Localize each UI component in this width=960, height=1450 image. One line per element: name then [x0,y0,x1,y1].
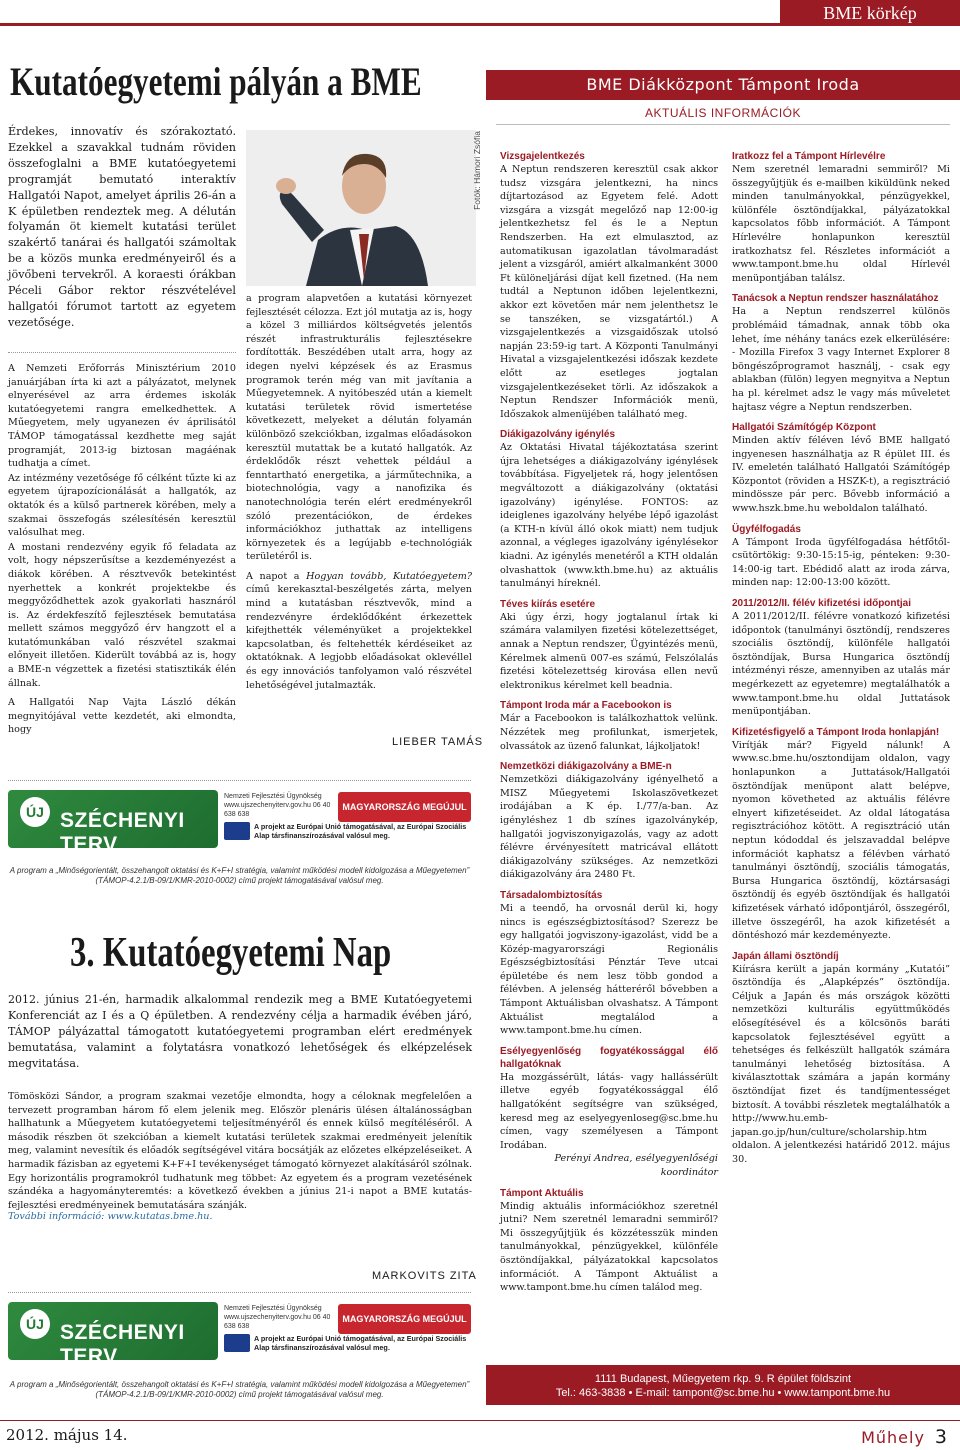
eu-flag-icon [224,822,250,840]
contact-footer: 1111 Budapest, Műegyetem rkp. 9. R épület földszint Tel.: 463-3838 • E-mail: tampont@sc.bme.hu • www.tampont.bme.hu [486,1365,960,1405]
eu-flag-icon [224,1334,250,1352]
page-header [0,0,960,30]
issue-date: 2012. május 14. [6,1426,128,1444]
info-panel-title: BME Diákközpont Támpont Iroda [486,70,960,100]
info-text: Virítják már? Figyeld nálunk! A www.sc.bme.hu/osztondijam oldalon, vagy honlapunkon a Juttatások/Hallgatói ösztöndíjak menüpont alatt belépve, nyomon követheted az aktuális félévre elnyert kifizetéseidet. Az oldal látogatása regisztrációhoz kötött. A regisztráció után neptun kódoddal és jelszavaddal belépve információt kaphatsz a félévben várható tanulmányi ösztöndíj, szociális támogatás, Bursa Hungarica ösztöndíj, köztársasági ösztöndíj és egyéb ösztöndíjak és hallgatói kifizetések várható időpontjáról, összegéről, illetve összegéről, ha azok kifizetését a döntéshozó már kezdeményezte. [732,739,950,942]
info-heading: Nemzetközi diákigazolvány a BME-n [500,761,672,773]
info-heading: Ügyfélfogadás [732,523,801,535]
article-body-col2: a program alapvetően a kutatási környezet fejlesztését célozza. Ezt jól mutatja az is, hogy a közel 3 milliárdos költségvetés jelentős részét infrastrukturális fejlesztésekre fordították. Beszédében utalt arra, hogy az idegen nyelvi képzések és az Erasmus programok terén még van mit javítania a Műegyetemnek. A nyitóbeszéd után a kiemelt kutatási területek rövid ismertetése következett, melyeket a délután folyamán különböző szekciókban, izgalmas előadásokon keresztül mutattak be a kutató hallgatók. Az érdeklődők részt vehettek például a fenntartható energetika, a járműtechnika, a biotechnológia, vagy a nanofizika és nanotechnológia terén elért eredményekről szóló prezentációkon, de érdekes információkhoz juthattak az intelligens környezetek és a legújabb e-technológiák területéről is. A napot a Hogyan tovább, Kutatóegyetem? című kerekasztal-beszélgetés zárta, melyen mind a kutatásban résztvevők, mind a rendezvényre érdeklődőként érkezettek kifejthették véleményüket a projektekkel kapcsolatban, és feltehették kérdéseiket az oktatóknak. A legjobb előadásokat oklevéllel és egy innovációs tanfolyamon való részvétel lehetőségével jutalmazták. [246,293,473,691]
info-heading: Támpont Iroda már a Facebookon is [500,700,672,712]
info-text: Aki úgy érzi, hogy jogtalanul írtak ki számára valamilyen fizetési kötelezettséget, annak a Neptun rendszer, Ügyintézés menü, Kérelmek almenü 007-es számú, Felszólalás fizetési kötelezettség kirovása ellen nevű elektronikus kérelmet kell beadnia. [500,611,718,691]
info-heading: Hallgatói Számítógép Központ [732,422,876,434]
info-heading: Téves kiírás esetére [500,598,596,610]
info-text: A Neptun rendszeren keresztül csak akkor tudsz vizsgára jelentkezni, ha nincs díjtartozásod az Egyetem felé. Adott vizsgára a vizsgát megelőző nap 12:00-ig jelentkezhetsz fel és le a Neptun Rendszerben. Ha ezt elmulasztod, az automatikusan igazolatlan távolmaradást jelent a vizsgáról, amiért alkalmanként 3000 Ft különeljárási díjat kell fizetned. (Ha nem tudtál a Neptunon időben lejelentkezni, akkor ezt követően már nem jelenthetsz le se tanszéken, se vizsgatártól.) A vizsgajelentkezés a vizsgaidőszak utolsó napján 23:59-ig tart. A Központi Tanulmányi Hivatal a vizsgajelentkezési időszak kezdete előtt az esetleges jogtalan vizsgajelentkezéseket törli. Az időszakok a Neptun Rendszer Információk menü, Időszakok almenüjében található meg. [500,164,718,420]
info-column-1 [500,150,718,1360]
info-text: Már a Facebookon is találkozhattok velünk. Nézzétek meg profilunkat, ismerjetek, olvassátok az üzenő falunkat, lájkoljatok! [500,713,718,752]
article-title: Kutatóegyetemi pályán a BME [10,59,422,104]
hungary-flag-icon: MAGYARORSZÁG MEGÚJUL [338,792,471,822]
szechenyi-logo: ÚJ SZÉCHENYI TERV [8,1302,218,1360]
article2-body: Tömösközi Sándor, a program szakmai vezetője elmondta, hogy a céloknak megfelelően a tervezett programban három fő elem jelenik meg. Először plenáris ülésen általánosságban hallhatunk a Műegyetem kutatóegyetemi teljesítményéről és ennek külső megítéléséről. A második részben öt szekcióban a kiemelt kutatási területek szakmai eredményeit jelenítik meg, valamint nevesítik és előadók segítségével vitára bocsátják az előzetes elképzeléseiket. A harmadik fázisban az egyetemi K+F+I tevékenységet támogató környezet alakításáról szólnak. Egy horizontális programokról tudhatunk meg többet: Az egyetem és a program vezetésének szándéka a hagyományteremtés: a következő években a június 21-i napot a BME kutatás-fejlesztési eredményeinek bemutatására szánják. [8,1091,472,1211]
info-column-2 [732,150,950,1360]
szechenyi-logo: ÚJ SZÉCHENYI TERV [8,790,218,848]
sponsor-block: ÚJ SZÉCHENYI TERV Nemzeti Fejlesztési Ügynökség www.ujszechenyiterv.gov.hu 06 40 638 638 MAGYARORSZÁG MEGÚJUL A projekt az Európai Unió támogatásával, az Európai Szociális Alap társfinanszírozásával valósul meg. [8,790,471,852]
article2-author: MARKOVITS ZITA [372,1270,477,1282]
info-panel [486,70,960,1360]
article-author: LIEBER TAMÁS [392,736,484,748]
page-number: 3 [934,1426,948,1448]
info-heading: Japán állami ösztöndíj [732,950,839,962]
info-signature: Perényi Andrea, esélyegyenlőségi koordinátor [554,1153,718,1178]
info-text: Ha a Neptun rendszerrel különös problémáid támadnak, annak több oka lehet, íme néhány tanács ezek elkerülésére: - Mozilla Firefox 3 vagy Internet Explorer 8 böngészőprogramot használj, - csak egy ablakban (fülön) legyen megnyitva a Neptun ha pl. kérelmet adsz le vagy más műveletet hajtasz végre a Neptun rendszerben. [732,306,950,413]
info-text: Ha mozgássérült, látás- vagy hallássérült illetve egyéb fogyatékossággal élő hallgatóként segítségre van szükséged, keresd meg az eselyegyenloseg@sc.bme.hu címen, vagy személyesen a Támpont Irodában. [500,1071,718,1151]
info-text: A 2011/2012/II. félévre vonatkozó kifizetési időpontok (tanulmányi ösztöndíj, rendszeres szociális ösztöndíj, különféle hallgatói ösztöndíjak, Bursa Hungarica ösztöndíj intézményi része, amennyiben az utalás már megérkezett az egyetemre) megtalálhatók a www.tampont.bme.hu oldal Juttatások menüpontjában. [732,611,950,718]
page-footer: Műhely 3 [861,1426,948,1448]
info-heading: Diákigazolvány igénylés [500,429,616,441]
info-heading: Támpont Aktuális [500,1187,584,1199]
info-panel-subtitle: AKTUÁLIS INFORMÁCIÓK [486,106,960,125]
info-text: Nemzetközi diákigazolvány igényelhető a MISZ Műegyetemi Iskolaszövetkezet irodájában a K ép. I./77/a-ban. Az igényléshez 1 db színes igazolványkép, hallgatói jogviszonyigazolás, vagy az adott félévre érvényesített matricával ellátott diákigazolvány szükséges. Az nemzetközi diákigazolvány ára 2480 Ft. [500,774,718,881]
section-tag: BME körkép [780,0,960,26]
article2-lead: 2012. június 21-én, harmadik alkalommal rendezik meg a BME Kutatóegyetemi Konferenciát az I és a Q épületben. A rendezvény célja a harmadik évében járó, TÁMOP pályázattal támogatott kutatóegyetemi programban elért eredmények bemutatása, valamint a folytatásra vonatkozó lehetőségek és elképzelések megvitatása. [8,993,472,1070]
info-text: Mi a teendő, ha orvosnál derül ki, hogy nincs is egészségbiztosításod? Szerezz be egy hallgatói jogviszony-igazolást, vidd be a Közép-magyarországi Regionális Egészségbiztosítási Pénztár Teve utcai épületébe és nem lesz több gondod a félévben. A jelenség hátteréről bővebben a Támpont Aktuálisban olvashatsz. A Támpont Aktuálist megtalálod a www.tampont.bme.hu címen. [500,902,718,1037]
info-heading: Tanácsok a Neptun rendszer használatához [732,293,939,305]
info-text: Mindig aktuális információkhoz szeretnél jutni? Nem szeretnél lemaradni semmiről? Mi összegyűjtjük és közzétesszük minden tanulmányokkal, pénzügyekkel, különféle ösztöndíjakkal, pályázatokkal kapcsolatos információt. A Támpont Aktuálist a www.tampont.bme.hu címen találod meg. [500,1200,718,1294]
info-text: Az Oktatási Hivatal tájékoztatása szerint újra lehetséges a diákigazolvány igénylések továbbítása. Figyeljetek rá, hogy jelentősen megváltozott a diákigazolvány (oktatási igazolvány) igénylése. FONTOS: az ideiglenes igazolvány helyébe lépő igazolást (a KTH-n kívül álló okok miatt) nem tudjuk azonnal, a végleges igazolvány igénylésekor kiadni. Az igénylés menetéről a KTH oldalán olvashattok (www.kth.bme.hu) az aktuális tanulmányi híreknél. [500,442,718,590]
article-body-col1: A Nemzeti Erőforrás Minisztérium 2010 januárjában írta ki azt a pályázatot, melynek elnyerésével az arra érdemes iskolák kutatóegyetemi rangra emelkedhettek. A Műegyetem, mely ugyanezen év áprilisától TÁMOP támogatással kezdhette meg saját programját, 2013-ig biztosan magáénak tudhatja a címet. Az intézmény vezetősége fő célként tűzte ki az egyetem újrapozícionálását a hallgatók, az oktatók és a külső partnerek körében, mely a szakmai összefogás szélesítésén keresztül valósulhat meg. A mostani rendezvény egyik fő feladata az volt, hogy népszerűsítse a kezdeményezést a diákok körében. A résztvevők betekintést nyerhettek a konkrét projektekbe és meggyőződhettek azok gyakorlati hasznáról is. Az érdekfeszítő fejlesztések bemutatása mellett számos meggyőző érv hangzott el a kutatómunkában való részvétel szakmai előnyeit illetően. Kiderült továbbá az is, hogy a BME-n végzettek a fizetési statisztikák élén állnak. A Hallgatói Nap Vajta László dékán megnyitójával vette kezdetét, aki elmondta, hogy [8,363,236,736]
info-heading: Esélyegyenlőség fogyatékossággal élő hallgatóknak [500,1045,718,1070]
info-text: Kiírásra került a japán kormány „Kutatói” ösztöndíja és „Alapképzés” ösztöndíja. Céljuk a Japán és más országok közötti nemzetközi kulturális együttműködés elősegítésével és a kölcsönös baráti kapcsolatok fejlesztésével együtt a tehetséges és felkészült hallgatók számára tanulmányi lehetőség biztosítása. A kiválasztottak számára a japán kormány ösztöndíjat fizet és tandíjmentességet biztosít. A további részletek megtalálhatók a http://www.hu.emb-japan.go.jp/hun/culture/scholarship.htm oldalon. A jelentkezési határidő 2012. május 30. [732,963,950,1165]
photo-credit: Fotók: Hámori Zsófia [472,131,482,210]
speaker-photo [246,130,476,286]
info-heading: Társadalombiztosítás [500,889,603,901]
hungary-flag-icon: MAGYARORSZÁG MEGÚJUL [338,1304,471,1334]
more-info-link[interactable]: További információ: www.kutatas.bme.hu. [8,1211,213,1222]
info-heading: 2011/2012/II. félév kifizetési időpontjai [732,598,911,610]
article2-title: 3. Kutatóegyetemi Nap [70,930,392,976]
sponsor-block-2: ÚJ SZÉCHENYI TERV Nemzeti Fejlesztési Ügynökség www.ujszechenyiterv.gov.hu 06 40 638 638 MAGYARORSZÁG MEGÚJUL A projekt az Európai Unió támogatásával, az Európai Szociális Alap társfinanszírozásával valósul meg. [8,1302,471,1364]
info-text: Minden aktív féléven lévő BME hallgató ingyenesen használhatja az R épület III. és IV. emeletén található Hallgatói Számítógép Központot (röviden a HSZK-t), a regisztráció mindössze pár perc. Bővebb információ a www.hszk.bme.hu weboldalon található. [732,435,950,515]
info-text: A Támpont Iroda ügyfélfogadása hétfőtől-csütörtökig: 9:30-15:15-ig, pénteken: 9:30-14:00-ig tart. Ebédidő alatt az iroda zárva, minden nap: 12:00-13:00 között. [732,536,950,589]
info-heading: Iratkozz fel a Támpont Hírlevélre [732,151,886,162]
info-text: Nem szeretnél lemaradni semmiről? Mi összegyűjtjük és e-mailben kiküldünk neked minden tanulmányokkal, pénzügyekkel, különféle ösztöndíjakkal, pályázatokkal kapcsolatos főbb információt. A Támpont Hírlevélre honlapunkon keresztül iratkozhatsz fel. Részletes információt a www.tampont.bme.hu oldal Hírlevél menüpontjában találsz. [732,164,950,284]
article-lead: Érdekes, innovatív és szórakoztató. Ezekkel a szavakkal tudnám röviden összefoglalni a BME kutatóegyetemi programját bemutató interaktív Hallgatói Napot, amelyet április 26-án a K épületben rendeztek meg. A délután folyamán öt kiemelt kutatási terület szakértő tanárai és hallgatói számoltak be a közös munka eredményeiről és a jövőbeni tervekről. A koraesti órákban Péceli Gábor rektor részvételével hallgatói fórumot tartott az egyetem vezetősége. [8,125,236,329]
info-heading: Vizsgajelentkezés [500,151,585,162]
info-heading: Kifizetésfigyelő a Támpont Iroda honlapján! [732,726,940,738]
